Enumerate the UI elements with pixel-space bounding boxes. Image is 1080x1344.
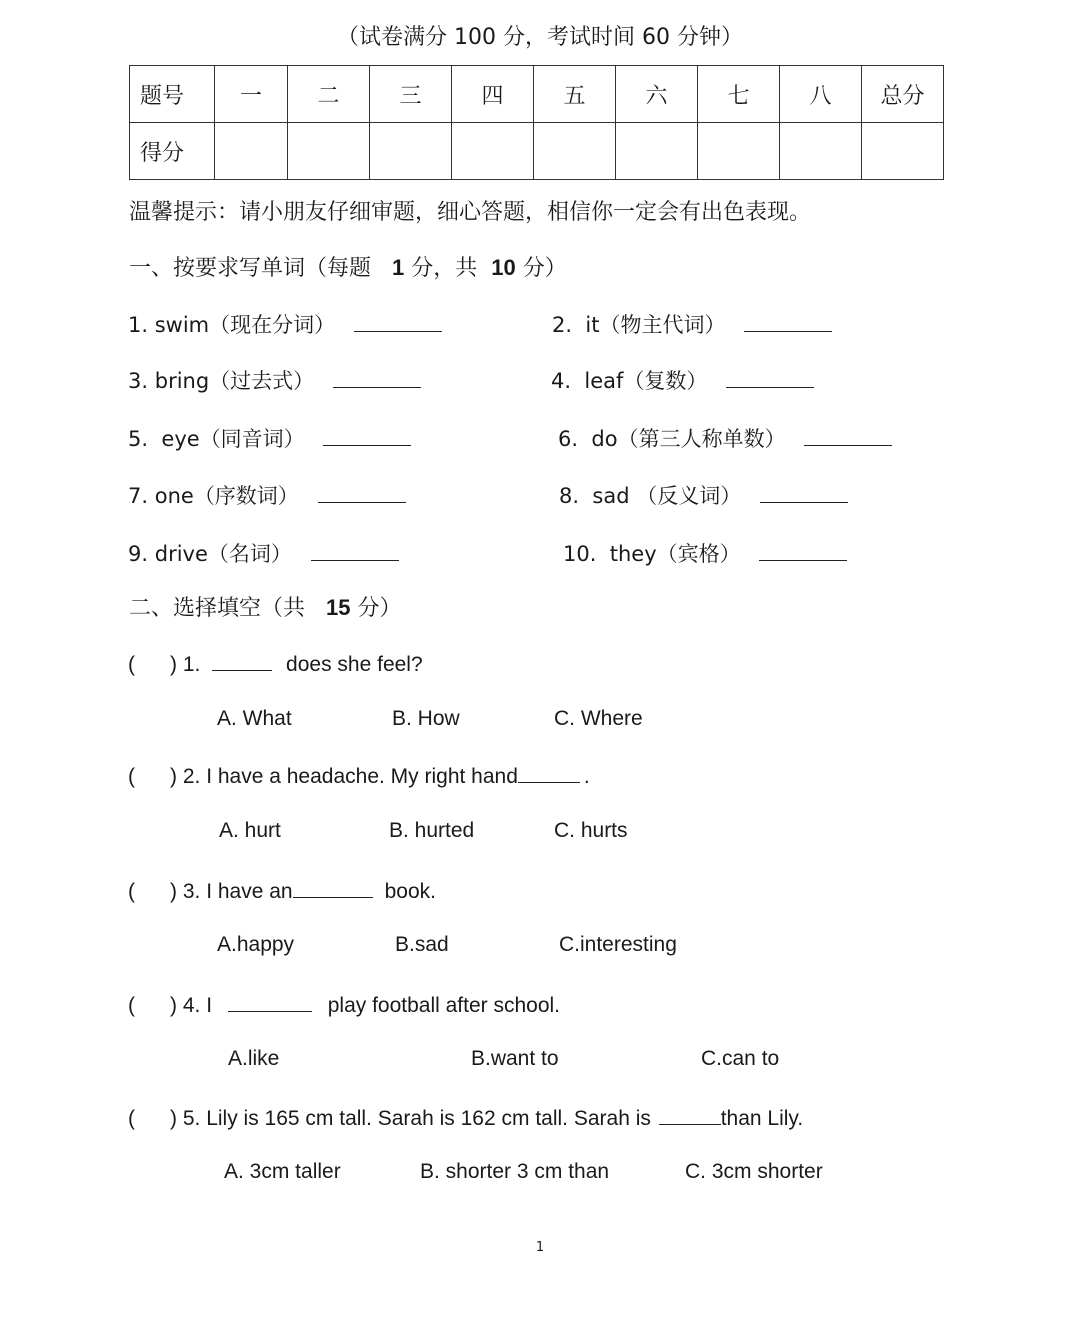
score-input-cell[interactable] xyxy=(616,123,698,180)
item-number: 9. xyxy=(128,542,149,566)
question-4 xyxy=(128,991,560,1018)
score-table-cell: 七 xyxy=(698,66,780,123)
score-input-cell[interactable] xyxy=(780,123,862,180)
section1-title-suffix: 分） xyxy=(522,256,567,281)
score-table-cell: 二 xyxy=(288,66,370,123)
option-c[interactable]: C. Where xyxy=(554,707,643,730)
score-table-cell: 四 xyxy=(452,66,534,123)
item-word: sad xyxy=(592,484,630,508)
exam-header: （试卷满分 100 分，考试时间 60 分钟） xyxy=(337,25,743,50)
question-stem: 5. Lily is 165 cm tall. Sarah is 162 cm tall. Sarah is xyxy=(182,1107,651,1130)
answer-blank[interactable] xyxy=(318,482,406,503)
answer-paren[interactable]: ( ) xyxy=(128,765,177,788)
question-stem: 1. xyxy=(182,653,201,676)
section1-title-mid: 分，共 xyxy=(411,256,478,281)
option-a[interactable]: A. hurt xyxy=(219,819,281,842)
score-input-cell[interactable] xyxy=(534,123,616,180)
item-number: 7. xyxy=(128,484,149,508)
answer-blank[interactable] xyxy=(518,762,580,783)
question-text: play football after school. xyxy=(327,994,561,1017)
item-word: eye xyxy=(161,427,200,451)
answer-blank[interactable] xyxy=(804,425,892,446)
section2-points-total: 15 xyxy=(326,595,351,620)
item-word: it xyxy=(585,313,600,337)
option-a[interactable]: A. What xyxy=(217,707,292,730)
option-c[interactable]: C. hurts xyxy=(554,819,628,842)
answer-blank[interactable] xyxy=(323,425,411,446)
score-table-score-row xyxy=(130,123,944,180)
option-b[interactable]: B. hurted xyxy=(389,819,475,842)
item-hint: （同音词） xyxy=(199,427,305,451)
word-item xyxy=(128,309,442,339)
option-a[interactable]: A.like xyxy=(228,1047,280,1070)
option-a[interactable]: A. 3cm taller xyxy=(224,1160,341,1183)
item-number: 6. xyxy=(558,427,579,451)
answer-blank[interactable] xyxy=(212,650,272,671)
item-number: 10. xyxy=(563,542,597,566)
word-item xyxy=(559,480,848,510)
word-item xyxy=(128,480,406,510)
question-text: does she feel? xyxy=(286,653,423,676)
answer-blank[interactable] xyxy=(760,482,848,503)
option-a[interactable]: A.happy xyxy=(217,933,295,956)
score-table xyxy=(129,65,944,180)
section2-title-suffix: 分） xyxy=(357,596,402,621)
word-item xyxy=(551,365,814,395)
score-table-cell: 五 xyxy=(534,66,616,123)
word-item xyxy=(128,423,411,453)
item-word: they xyxy=(609,542,657,566)
answer-paren[interactable]: ( ) xyxy=(128,994,177,1017)
answer-blank[interactable] xyxy=(354,311,442,332)
item-word: leaf xyxy=(584,369,624,393)
question-text: than Lily. xyxy=(720,1107,804,1130)
item-hint: （过去式） xyxy=(209,369,315,393)
page-number: 1 xyxy=(535,1240,545,1255)
answer-paren[interactable]: ( ) xyxy=(128,880,177,903)
option-b[interactable]: B.sad xyxy=(395,933,449,956)
item-number: 2. xyxy=(552,313,573,337)
item-word: bring xyxy=(154,369,210,393)
word-item xyxy=(563,538,847,568)
question-2 xyxy=(128,762,590,789)
section2-title-prefix: 二、选择填空（共 xyxy=(129,596,306,621)
answer-blank[interactable] xyxy=(759,540,847,561)
item-word: do xyxy=(591,427,618,451)
score-input-cell[interactable] xyxy=(215,123,288,180)
option-c[interactable]: C.can to xyxy=(701,1047,780,1070)
item-word: drive xyxy=(154,542,208,566)
question-5 xyxy=(128,1104,803,1131)
question-text: book. xyxy=(384,880,436,903)
item-number: 1. xyxy=(128,313,149,337)
option-b[interactable]: B. shorter 3 cm than xyxy=(420,1160,610,1183)
answer-blank[interactable] xyxy=(726,367,814,388)
score-table-cell: 六 xyxy=(616,66,698,123)
section1-points-each: 1 xyxy=(392,255,405,280)
question-1 xyxy=(128,650,423,677)
question-stem: 4. I xyxy=(182,994,213,1017)
answer-paren[interactable]: ( ) xyxy=(128,653,177,676)
tip-text: 温馨提示：请小朋友仔细审题，细心答题，相信你一定会有出色表现。 xyxy=(129,200,812,225)
word-item xyxy=(552,309,832,339)
answer-blank[interactable] xyxy=(659,1104,721,1125)
score-table-cell: 三 xyxy=(370,66,452,123)
score-input-cell[interactable] xyxy=(370,123,452,180)
item-hint: （反义词） xyxy=(636,484,742,508)
item-hint: （复数） xyxy=(623,369,708,393)
question-stem: 2. I have a headache. My right hand xyxy=(182,765,518,788)
score-row-label: 得分 xyxy=(130,123,215,180)
question-text: . xyxy=(583,765,590,788)
word-item xyxy=(128,365,421,395)
option-c[interactable]: C. 3cm shorter xyxy=(685,1160,823,1183)
option-b[interactable]: B. How xyxy=(392,707,460,730)
word-item xyxy=(128,538,399,568)
answer-blank[interactable] xyxy=(311,540,399,561)
item-number: 4. xyxy=(551,369,572,393)
score-table-cell: 八 xyxy=(780,66,862,123)
item-hint: （物主代词） xyxy=(599,313,726,337)
score-input-cell[interactable] xyxy=(862,123,944,180)
item-word: one xyxy=(154,484,194,508)
score-table-header-row xyxy=(130,66,944,123)
answer-blank[interactable] xyxy=(228,991,312,1012)
score-table-cell: 题号 xyxy=(130,66,215,123)
option-c[interactable]: C.interesting xyxy=(559,933,677,956)
item-number: 3. xyxy=(128,369,149,393)
score-table-cell: 总分 xyxy=(862,66,944,123)
item-word: swim xyxy=(154,313,210,337)
item-number: 8. xyxy=(559,484,580,508)
answer-paren[interactable]: ( ) xyxy=(128,1107,177,1130)
score-input-cell[interactable] xyxy=(698,123,780,180)
question-stem: 3. I have an xyxy=(182,880,293,903)
item-hint: （名词） xyxy=(207,542,292,566)
item-hint: （序数词） xyxy=(193,484,299,508)
section1-title xyxy=(129,251,567,282)
score-table-cell: 一 xyxy=(215,66,288,123)
word-item xyxy=(558,423,892,453)
item-number: 5. xyxy=(128,427,149,451)
section1-title-prefix: 一、按要求写单词（每题 xyxy=(129,256,372,281)
score-input-cell[interactable] xyxy=(288,123,370,180)
item-hint: （宾格） xyxy=(656,542,741,566)
answer-blank[interactable] xyxy=(333,367,421,388)
item-hint: （现在分词） xyxy=(209,313,336,337)
option-b[interactable]: B.want to xyxy=(471,1047,559,1070)
section2-title xyxy=(129,591,402,622)
score-input-cell[interactable] xyxy=(452,123,534,180)
answer-blank[interactable] xyxy=(293,877,373,898)
section1-points-total: 10 xyxy=(491,255,516,280)
question-3 xyxy=(128,877,436,904)
answer-blank[interactable] xyxy=(744,311,832,332)
item-hint: （第三人称单数） xyxy=(617,427,786,451)
